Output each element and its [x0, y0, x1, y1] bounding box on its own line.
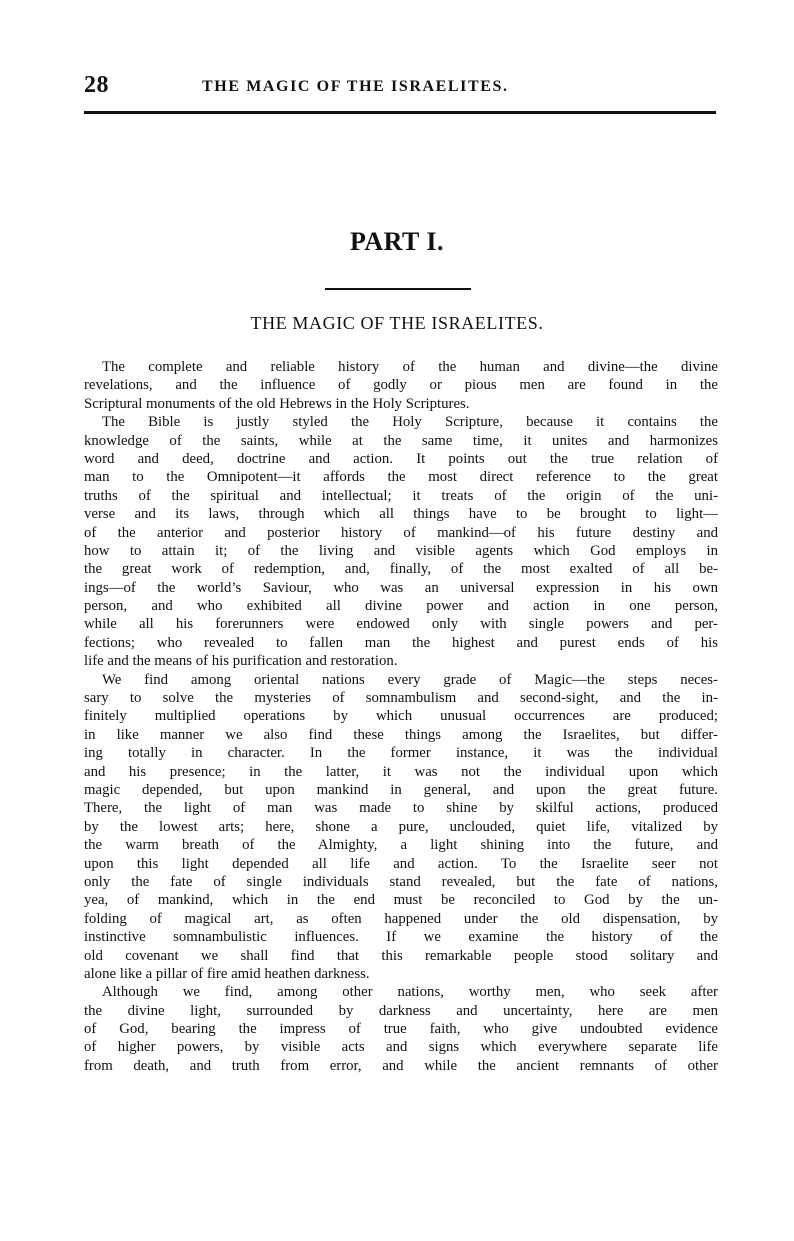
text-line: folding of magical art, as often happened under the old dispensation, by — [84, 910, 718, 927]
text-line: Scriptural monuments of the old Hebrews in the Holy Scriptures. — [84, 395, 470, 412]
text-line: finitely multiplied operations by which unusual occurrences are produced; — [84, 708, 718, 725]
running-head — [84, 72, 716, 104]
text-line: knowledge of the saints, while at the same time, it unites and harmonizes — [84, 432, 718, 449]
text-line: The Bible is justly styled the Holy Scripture, because it contains the — [102, 414, 718, 431]
text-line: ings—of the world’s Saviour, who was an universal expression in his own — [84, 579, 718, 596]
text-line: ing totally in character. In the former instance, it was the individual — [84, 745, 718, 762]
page-number: 28 — [84, 72, 109, 98]
text-line: the great work of redemption, and, finally, of the most exalted of all be- — [84, 561, 718, 578]
text-line: and his presence; in the latter, it was not the individual upon which — [84, 763, 718, 780]
text-line: of God, bearing the impress of true faith, who give undoubted evidence — [84, 1021, 718, 1038]
text-line: person, and who exhibited all divine power and action in one person, — [84, 598, 718, 615]
text-line: magic depended, but upon mankind in general, and upon the great future. — [84, 781, 718, 798]
text-line: in like manner we also find these things among the Israelites, but differ- — [84, 726, 718, 743]
text-line: by the lowest arts; here, shone a pure, unclouded, quiet life, vitalized by — [84, 818, 718, 835]
text-line: only the fate of single individuals stand revealed, but the fate of nations, — [84, 873, 718, 890]
header-rule — [84, 111, 716, 114]
text-line: alone like a pillar of fire amid heathen darkness. — [84, 965, 370, 982]
text-line: fections; who revealed to fallen man the highest and purest ends of his — [84, 634, 718, 651]
text-line: from death, and truth from error, and while the ancient remnants of other — [84, 1057, 718, 1074]
text-line: the warm breath of the Almighty, a light shining into the future, and — [84, 837, 718, 854]
running-title: THE MAGIC OF THE ISRAELITES. — [202, 78, 509, 95]
text-line: while all his forerunners were endowed only with single powers and per- — [84, 616, 718, 633]
text-line: We find among oriental nations every grade of Magic—the steps neces- — [102, 671, 718, 688]
text-line: instinctive somnambulistic influences. If we examine the history of the — [84, 929, 718, 946]
text-line: verse and its laws, through which all things have to be brought to light— — [84, 506, 718, 523]
text-line: how to attain it; of the living and visible agents which God employs in — [84, 542, 718, 559]
part-title: PART I. — [349, 227, 445, 256]
text-line: upon this light depended all life and action. To the Israelite seer not — [84, 855, 718, 872]
text-line: The complete and reliable history of the human and divine—the divine — [102, 359, 718, 375]
section-title: THE MAGIC OF THE ISRAELITES. — [250, 313, 544, 333]
part-rule — [325, 288, 471, 290]
text-line: There, the light of man was made to shine by skilful actions, produced — [84, 800, 718, 817]
text-line: word and deed, doctrine and action. It points out the true relation of — [84, 450, 718, 467]
text-line: life and the means of his purification and restoration. — [84, 653, 398, 670]
text-line: man to the Omnipotent—it affords the most direct reference to the great — [84, 469, 718, 486]
text-line: of higher powers, by visible acts and signs which everywhere separate life — [84, 1039, 718, 1056]
text-line: the divine light, surrounded by darkness and uncertainty, here are men — [84, 1002, 718, 1019]
text-line: revelations, and the influence of godly or pious men are found in the — [84, 377, 718, 394]
text-line: old covenant we shall find that this remarkable people stood solitary and — [84, 947, 718, 964]
body-text — [84, 358, 718, 1075]
text-line: yea, of mankind, which in the end must be reconciled to God by the un- — [84, 892, 718, 909]
text-line: truths of the spiritual and intellectual; it treats of the origin of the uni- — [84, 487, 718, 504]
text-line: sary to solve the mysteries of somnambulism and second-sight, and the in- — [84, 690, 718, 707]
text-line: Although we find, among other nations, worthy men, who seek after — [102, 984, 718, 1001]
text-line: of the anterior and posterior history of mankind—of his future destiny and — [84, 524, 718, 541]
